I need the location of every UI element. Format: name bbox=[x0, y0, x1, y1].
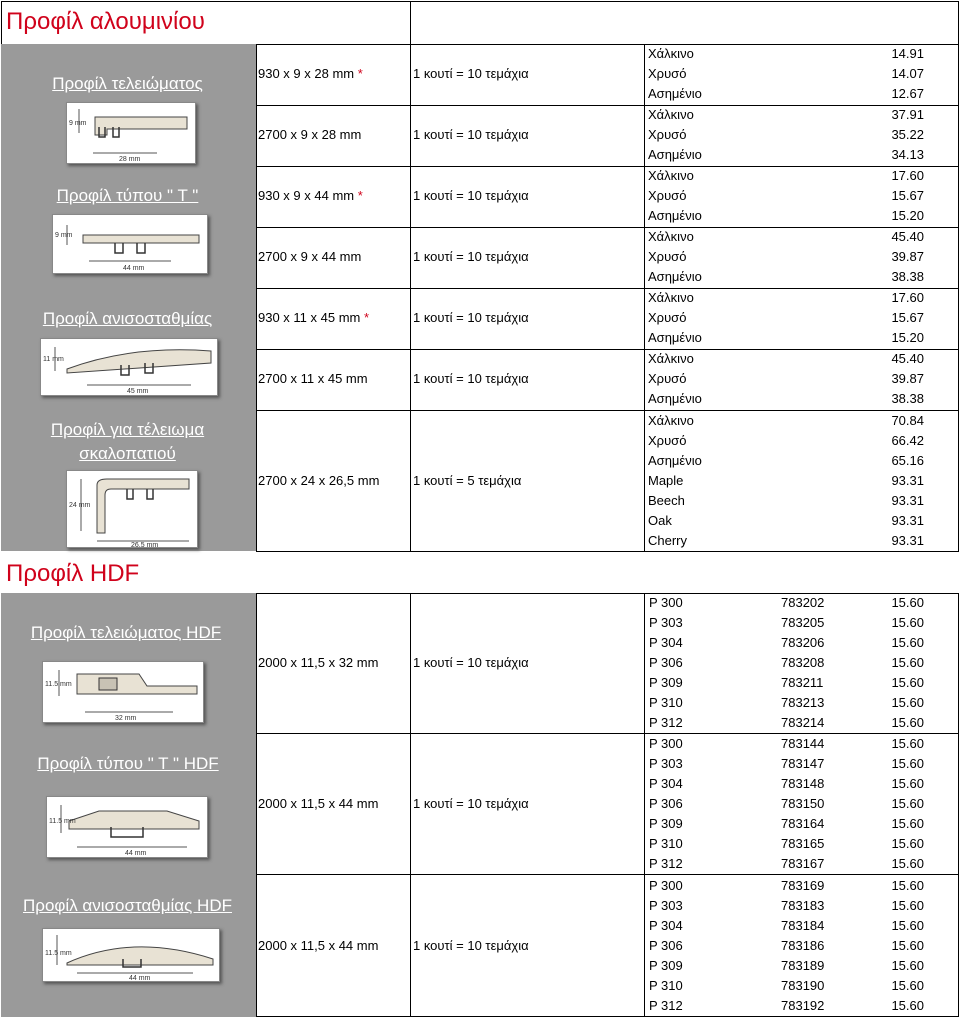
color-cell: P 304 bbox=[649, 776, 683, 791]
aluminium-section-title: Προφίλ αλουμινίου bbox=[6, 8, 205, 35]
finish-cell: Χρυσό bbox=[648, 433, 687, 448]
product-name-finishing: Προφίλ τελειώματος bbox=[52, 74, 203, 93]
finish-cell: Χάλκινο bbox=[648, 229, 694, 244]
price-cell: 15.60 bbox=[891, 675, 924, 690]
price-cell: 17.60 bbox=[891, 168, 924, 183]
drawing-height-label: 11.5 mm bbox=[45, 681, 72, 688]
star-mark: * bbox=[357, 188, 363, 203]
price-cell: 15.60 bbox=[891, 856, 924, 871]
price-cell: 15.60 bbox=[891, 796, 924, 811]
product-name-t-type: Προφίλ τύπου " Τ " bbox=[56, 186, 199, 205]
color-cell: P 306 bbox=[649, 938, 683, 953]
finish-cell: Χρυσό bbox=[648, 310, 687, 325]
code-cell: 783147 bbox=[781, 756, 825, 771]
price-cell: 15.67 bbox=[891, 310, 924, 325]
finish-cell: Ασημένιο bbox=[648, 269, 702, 284]
code-cell: 783206 bbox=[781, 635, 825, 650]
price-cell: 65.16 bbox=[891, 453, 924, 468]
code-cell: 783208 bbox=[781, 655, 825, 670]
drawing-width-label: 44 mm bbox=[125, 850, 147, 857]
hdf-section-title: Προφίλ HDF bbox=[6, 560, 140, 587]
price-cell: 17.60 bbox=[891, 290, 924, 305]
size-cell: 930 x 9 x 44 mm * bbox=[258, 188, 363, 203]
drawing-height-label: 11.5 mm bbox=[45, 950, 72, 957]
price-cell: 15.60 bbox=[891, 756, 924, 771]
price-cell: 70.84 bbox=[891, 413, 924, 428]
finish-cell: Χάλκινο bbox=[648, 290, 694, 305]
finish-cell: Χάλκινο bbox=[648, 351, 694, 366]
pack-cell: 1 κουτί = 10 τεμάχια bbox=[413, 371, 529, 386]
color-cell: P 310 bbox=[649, 695, 683, 710]
price-cell: 93.31 bbox=[891, 533, 924, 548]
drawing-width-label: 32 mm bbox=[115, 715, 137, 722]
hdf-transition-profile-icon bbox=[43, 929, 219, 981]
price-cell: 93.31 bbox=[891, 493, 924, 508]
price-cell: 14.91 bbox=[891, 46, 924, 61]
finish-cell: Χάλκινο bbox=[648, 413, 694, 428]
code-cell: 783189 bbox=[781, 958, 825, 973]
size-cell: 930 x 9 x 28 mm * bbox=[258, 66, 363, 81]
color-cell: P 312 bbox=[649, 715, 683, 730]
color-cell: P 310 bbox=[649, 836, 683, 851]
price-cell: 38.38 bbox=[891, 269, 924, 284]
product-name-hdf-t-type: Προφίλ τύπου " Τ " HDF bbox=[37, 754, 219, 773]
product-name-stair-line2: σκαλοπατιού bbox=[79, 444, 176, 463]
price-cell: 15.60 bbox=[891, 615, 924, 630]
finish-cell: Oak bbox=[648, 513, 672, 528]
drawing-height-label: 9 mm bbox=[55, 232, 73, 239]
profile-drawing-hdf-transition bbox=[42, 928, 220, 982]
code-cell: 783214 bbox=[781, 715, 825, 730]
finish-cell: Ασημένιο bbox=[648, 391, 702, 406]
price-cell: 15.20 bbox=[891, 330, 924, 345]
code-cell: 783190 bbox=[781, 978, 825, 993]
finish-cell: Beech bbox=[648, 493, 685, 508]
price-cell: 15.60 bbox=[891, 655, 924, 670]
code-cell: 783183 bbox=[781, 898, 825, 913]
finish-cell: Χάλκινο bbox=[648, 107, 694, 122]
color-cell: P 306 bbox=[649, 796, 683, 811]
code-cell: 783186 bbox=[781, 938, 825, 953]
code-cell: 783167 bbox=[781, 856, 825, 871]
price-cell: 45.40 bbox=[891, 229, 924, 244]
profile-drawing-finishing bbox=[66, 102, 196, 164]
size-cell: 2000 x 11,5 x 32 mm bbox=[258, 655, 379, 670]
finishing-profile-icon bbox=[67, 103, 195, 163]
hdf-t-profile-icon bbox=[47, 797, 207, 857]
finish-cell: Maple bbox=[648, 473, 684, 488]
color-cell: P 310 bbox=[649, 978, 683, 993]
pack-cell: 1 κουτί = 10 τεμάχια bbox=[413, 310, 529, 325]
price-cell: 35.22 bbox=[891, 127, 924, 142]
color-cell: P 309 bbox=[649, 675, 683, 690]
drawing-height-label: 9 mm bbox=[69, 120, 87, 127]
price-cell: 15.60 bbox=[891, 816, 924, 831]
finish-cell: Χρυσό bbox=[648, 249, 687, 264]
color-cell: P 304 bbox=[649, 918, 683, 933]
color-cell: P 300 bbox=[649, 736, 683, 751]
finish-cell: Cherry bbox=[648, 533, 688, 548]
code-cell: 783184 bbox=[781, 918, 825, 933]
finish-cell: Ασημένιο bbox=[648, 147, 702, 162]
product-name-stair-line1: Προφίλ για τέλειωμα bbox=[50, 420, 205, 439]
size-cell: 930 x 11 x 45 mm * bbox=[258, 310, 370, 325]
finish-cell: Ασημένιο bbox=[648, 208, 702, 223]
price-cell: 15.60 bbox=[891, 938, 924, 953]
code-cell: 783165 bbox=[781, 836, 825, 851]
code-cell: 783148 bbox=[781, 776, 825, 791]
size-cell: 2700 x 24 x 26,5 mm bbox=[258, 473, 380, 488]
price-cell: 15.60 bbox=[891, 736, 924, 751]
price-cell: 66.42 bbox=[891, 433, 924, 448]
price-cell: 37.91 bbox=[891, 107, 924, 122]
price-cell: 15.60 bbox=[891, 715, 924, 730]
code-cell: 783164 bbox=[781, 816, 825, 831]
price-cell: 14.07 bbox=[891, 66, 924, 81]
drawing-height-label: 11 mm bbox=[43, 356, 64, 363]
profile-drawing-hdf-finishing bbox=[42, 661, 204, 723]
price-cell: 15.60 bbox=[891, 595, 924, 610]
price-cell: 15.60 bbox=[891, 978, 924, 993]
finish-cell: Χρυσό bbox=[648, 371, 687, 386]
profile-drawing-transition bbox=[40, 338, 218, 396]
product-name-transition: Προφίλ ανισοσταθμίας bbox=[42, 309, 213, 328]
drawing-width-label: 26,5 mm bbox=[131, 542, 159, 547]
code-cell: 783202 bbox=[781, 595, 825, 610]
drawing-width-label: 44 mm bbox=[123, 265, 145, 272]
color-cell: P 304 bbox=[649, 635, 683, 650]
size-cell: 2700 x 9 x 28 mm bbox=[258, 127, 362, 142]
price-cell: 15.60 bbox=[891, 776, 924, 791]
color-cell: P 303 bbox=[649, 898, 683, 913]
pack-cell: 1 κουτί = 10 τεμάχια bbox=[413, 127, 529, 142]
finish-cell: Ασημένιο bbox=[648, 453, 702, 468]
code-cell: 783211 bbox=[781, 675, 824, 690]
price-cell: 45.40 bbox=[891, 351, 924, 366]
finish-cell: Χάλκινο bbox=[648, 46, 694, 61]
drawing-height-label: 24 mm bbox=[69, 502, 91, 509]
pack-cell: 1 κουτί = 10 τεμάχια bbox=[413, 655, 529, 670]
stair-profile-icon bbox=[67, 471, 197, 547]
color-cell: P 312 bbox=[649, 856, 683, 871]
pack-cell: 1 κουτί = 10 τεμάχια bbox=[413, 66, 529, 81]
price-cell: 38.38 bbox=[891, 391, 924, 406]
drawing-width-label: 44 mm bbox=[129, 975, 151, 981]
hdf-finishing-profile-icon bbox=[43, 662, 203, 722]
color-cell: P 312 bbox=[649, 998, 683, 1013]
code-cell: 783192 bbox=[781, 998, 825, 1013]
code-cell: 783169 bbox=[781, 878, 825, 893]
price-cell: 93.31 bbox=[891, 473, 924, 488]
price-cell: 15.60 bbox=[891, 918, 924, 933]
price-cell: 15.60 bbox=[891, 898, 924, 913]
color-cell: P 309 bbox=[649, 958, 683, 973]
price-cell: 15.67 bbox=[891, 188, 924, 203]
price-cell: 39.87 bbox=[891, 371, 924, 386]
star-mark: * bbox=[357, 66, 363, 81]
product-name-hdf-transition: Προφίλ ανισοσταθμίας HDF bbox=[23, 896, 232, 915]
finish-cell: Χρυσό bbox=[648, 127, 687, 142]
pack-cell: 1 κουτί = 10 τεμάχια bbox=[413, 796, 529, 811]
drawing-width-label: 28 mm bbox=[119, 156, 141, 163]
color-cell: P 303 bbox=[649, 756, 683, 771]
code-cell: 783213 bbox=[781, 695, 825, 710]
pack-cell: 1 κουτί = 10 τεμάχια bbox=[413, 938, 529, 953]
transition-profile-icon bbox=[41, 339, 217, 395]
code-cell: 783150 bbox=[781, 796, 825, 811]
finish-cell: Ασημένιο bbox=[648, 86, 702, 101]
aluminium-title-right-cell bbox=[410, 1, 959, 45]
price-cell: 93.31 bbox=[891, 513, 924, 528]
color-cell: P 306 bbox=[649, 655, 683, 670]
profile-drawing-hdf-t-type bbox=[46, 796, 208, 858]
pack-cell: 1 κουτί = 10 τεμάχια bbox=[413, 188, 529, 203]
color-cell: P 309 bbox=[649, 816, 683, 831]
pack-cell: 1 κουτί = 10 τεμάχια bbox=[413, 249, 529, 264]
size-cell: 2700 x 9 x 44 mm bbox=[258, 249, 362, 264]
price-cell: 15.60 bbox=[891, 958, 924, 973]
size-cell: 2700 x 11 x 45 mm bbox=[258, 371, 368, 386]
price-cell: 15.60 bbox=[891, 836, 924, 851]
price-cell: 15.60 bbox=[891, 635, 924, 650]
price-cell: 39.87 bbox=[891, 249, 924, 264]
color-cell: P 300 bbox=[649, 595, 683, 610]
price-cell: 15.60 bbox=[891, 695, 924, 710]
price-cell: 15.60 bbox=[891, 878, 924, 893]
code-cell: 783205 bbox=[781, 615, 825, 630]
size-cell: 2000 x 11,5 x 44 mm bbox=[258, 796, 379, 811]
price-cell: 34.13 bbox=[891, 147, 924, 162]
code-cell: 783144 bbox=[781, 736, 825, 751]
profile-drawing-t-type bbox=[52, 214, 208, 274]
price-cell: 12.67 bbox=[891, 86, 924, 101]
color-cell: P 300 bbox=[649, 878, 683, 893]
product-name-hdf-finishing: Προφίλ τελειώματος HDF bbox=[30, 623, 222, 642]
color-cell: P 303 bbox=[649, 615, 683, 630]
drawing-width-label: 45 mm bbox=[127, 388, 149, 395]
drawing-height-label: 11.5 mm bbox=[49, 818, 76, 825]
price-cell: 15.60 bbox=[891, 998, 924, 1013]
finish-cell: Χάλκινο bbox=[648, 168, 694, 183]
t-profile-icon bbox=[53, 215, 207, 273]
profile-drawing-stair bbox=[66, 470, 198, 548]
finish-cell: Χρυσό bbox=[648, 188, 687, 203]
pack-cell: 1 κουτί = 5 τεμάχια bbox=[413, 473, 522, 488]
finish-cell: Ασημένιο bbox=[648, 330, 702, 345]
price-cell: 15.20 bbox=[891, 208, 924, 223]
size-cell: 2000 x 11,5 x 44 mm bbox=[258, 938, 379, 953]
finish-cell: Χρυσό bbox=[648, 66, 687, 81]
star-mark: * bbox=[364, 310, 370, 325]
